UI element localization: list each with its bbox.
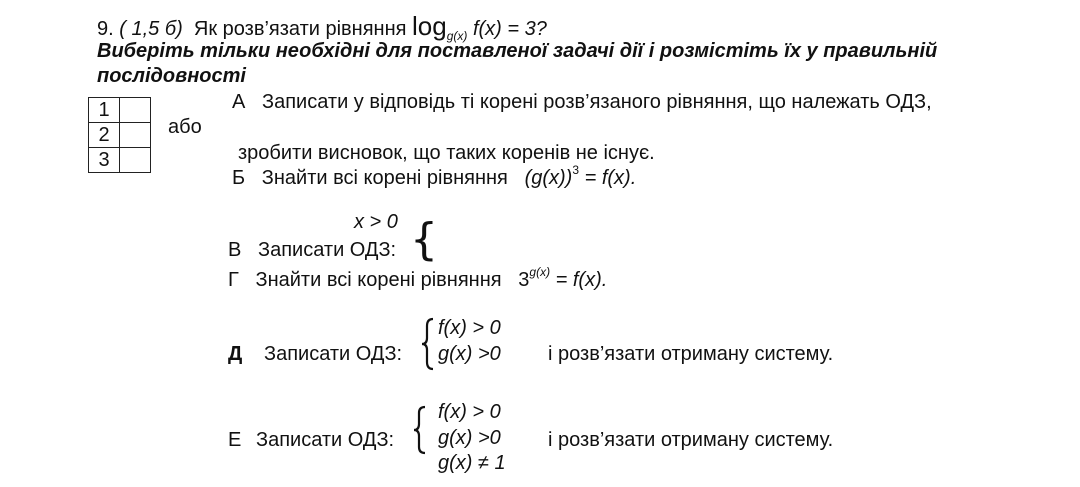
option-b-letter: Б <box>232 167 246 189</box>
option-v-letter: В <box>228 239 242 261</box>
option-e-brace <box>413 405 427 455</box>
question-text: Як розв’язати рівняння <box>193 18 407 40</box>
option-d-brace <box>421 317 435 371</box>
option-a-line2: зробити висновок, що таких коренів не існує. <box>238 142 655 164</box>
answer-cell[interactable] <box>120 123 151 148</box>
option-e-tail: і розв’язати отриману систему. <box>548 429 834 451</box>
log-base: g(x) <box>446 29 468 43</box>
option-g-rhs: = f(x). <box>555 269 608 291</box>
log-symbol: log <box>412 11 447 41</box>
option-d-cond1: f(x) > 0 <box>438 317 501 339</box>
option-e-text: Записати ОДЗ: <box>256 429 395 451</box>
instruction-line-1: Виберіть тільки необхідні для поставленої задачі дії і розмістіть їх у правильній <box>97 40 938 62</box>
option-e-cond2: g(x) >0 <box>438 427 501 449</box>
option-g <box>228 265 608 291</box>
answer-row-number: 2 <box>89 123 120 148</box>
option-g-text: Знайти всі корені рівняння <box>255 269 502 291</box>
option-e-cond1: f(x) > 0 <box>438 401 501 423</box>
option-v-cond1: x > 0 <box>354 211 398 233</box>
instruction-line-2: послідовності <box>97 65 246 87</box>
option-d-cond2: g(x) >0 <box>438 343 501 365</box>
option-b-text: Знайти всі корені рівняння <box>261 167 508 189</box>
option-g-base: 3 <box>518 269 530 291</box>
answer-row <box>89 98 151 123</box>
option-v-text: Записати ОДЗ: <box>258 239 397 261</box>
answer-row-number: 1 <box>89 98 120 123</box>
option-b-rhs: = f(x). <box>584 167 637 189</box>
answer-row <box>89 123 151 148</box>
option-d-text: Записати ОДЗ: <box>264 343 403 365</box>
answer-grid <box>88 97 151 173</box>
question-points: ( 1,5 б) <box>119 18 183 40</box>
option-v-brace: { <box>410 214 438 265</box>
answer-cell[interactable] <box>120 148 151 173</box>
option-e-letter: Е <box>228 429 242 451</box>
option-g-letter: Г <box>228 269 239 291</box>
equation-rhs: f(x) = 3? <box>472 18 547 40</box>
option-g-exponent: g(x) <box>529 265 551 279</box>
option-v <box>228 240 396 260</box>
option-a-line1: Записати у відповідь ті корені розв’язаного рівняння, що належать ОДЗ, <box>262 91 932 113</box>
option-e-cond3: g(x) ≠ 1 <box>438 452 506 474</box>
question-number: 9. <box>97 18 114 40</box>
option-a <box>232 92 932 112</box>
answer-cell[interactable] <box>120 98 151 123</box>
option-b-formula: (g(x)) <box>524 167 573 189</box>
question-header <box>97 11 547 43</box>
option-b-exponent: 3 <box>572 163 580 177</box>
option-b <box>232 163 637 189</box>
answer-row-number: 3 <box>89 148 120 173</box>
answer-row <box>89 148 151 173</box>
option-d-letter: Д <box>228 343 243 365</box>
option-d-tail: і розв’язати отриману систему. <box>548 343 834 365</box>
option-a-letter: А <box>232 91 246 113</box>
or-label: або <box>168 116 202 138</box>
